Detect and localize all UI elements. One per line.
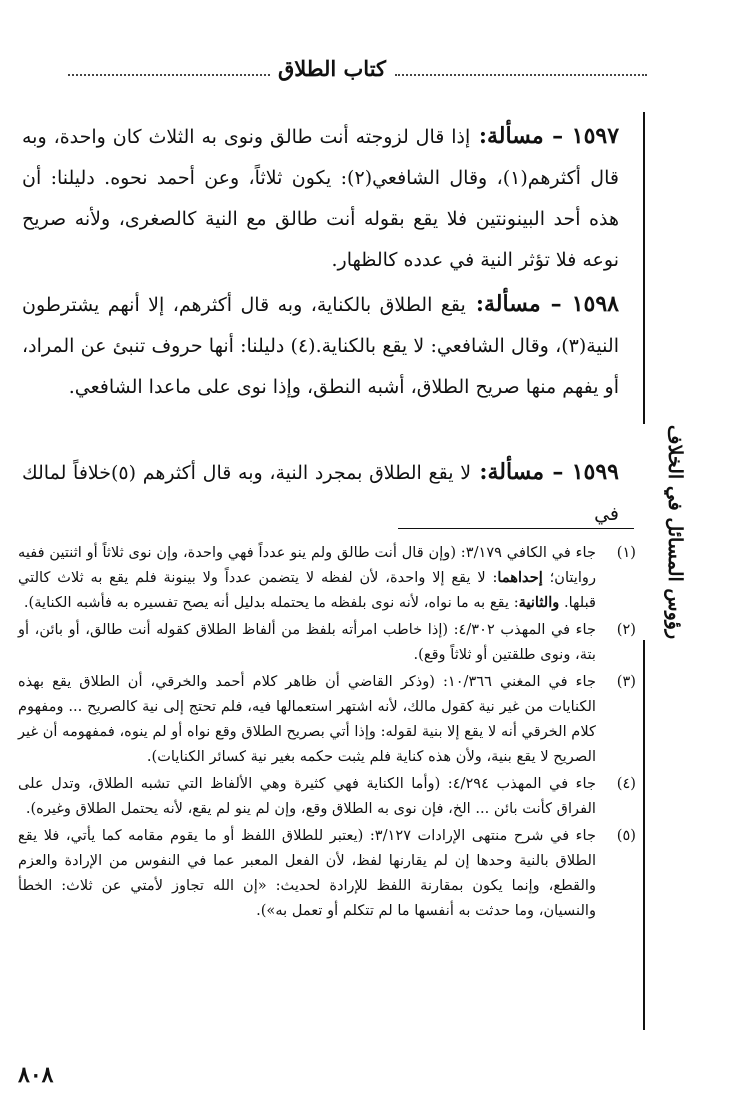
side-rule-bottom bbox=[643, 640, 645, 1030]
masala-paragraph: ١٥٩٩ – مسألة: لا يقع الطلاق بمجرد النية، وبه قال أكثرهم (٥)خلافاً لمالك في bbox=[22, 459, 619, 525]
footnote-bold: إحداهما bbox=[497, 569, 543, 586]
running-title-text: رؤوس المسائل في الخلاف bbox=[664, 424, 686, 640]
masala-label: مسألة bbox=[487, 459, 545, 485]
footnote-4 bbox=[18, 771, 636, 821]
footnotes bbox=[18, 540, 636, 925]
masala-number: ١٥٩٩ bbox=[571, 459, 619, 485]
masala-label: مسألة bbox=[487, 123, 544, 149]
page-number: ٨٠٨ bbox=[18, 1062, 54, 1088]
page-header-title: كتاب الطلاق bbox=[277, 56, 387, 81]
masala-1598 bbox=[22, 284, 619, 408]
masala-number: ١٥٩٨ bbox=[571, 291, 619, 317]
masala-text: إذا قال لزوجته أنت طالق ونوى به الثلاث كان واحدة، وبه قال أكثرهم(١)، وقال الشافعي(٢): يكون ثلاثاً، وعن أحمد نحوه. دليلنا: أن هذه أحد البينونتين فلا يقع بقوله أنت طالق مع النية كالصغرى، ولأنه صريح نوعه فلا تؤثر النية في عدده كالظهار. bbox=[22, 126, 619, 271]
footnote-text: جاء في المهذب ٤/٢٩٤: (وأما الكناية فهي كثيرة وهي الألفاظ التي تشبه الطلاق، وتدل على الفراق كأنت بائن ... الخ، فإن نوى به الطلاق وقع، وإن لم ينو لم يقع، لأنه يحتمل الطلاق وغيره). bbox=[18, 775, 596, 817]
masala-label: مسألة bbox=[484, 291, 541, 317]
footnote-separator bbox=[398, 528, 634, 529]
masala-1597 bbox=[22, 116, 619, 281]
footnote-1 bbox=[18, 540, 636, 615]
footnote-text: جاء في الكافي ٣/١٧٩: (وإن قال أنت طالق ولم ينو عدداً فهي واحدة، وإن نوى ثلاثاً أو اثنتين ففيه روايتان؛ bbox=[18, 544, 597, 586]
footnote-number: (٤) bbox=[616, 775, 636, 792]
footnote-text: : يقع به ما نواه، لأنه نوى بلفظه ما يحتمله بدليل أنه يصح تفسيره به فأشبه الكناية). bbox=[23, 594, 519, 611]
header-rule-left bbox=[68, 74, 270, 76]
footnote-text: جاء في شرح منتهى الإرادات ٣/١٢٧: (يعتبر للطلاق اللفظ أو ما يقوم مقامه كما يأتي، فلا يقع الطلاق بالنية وحدها إن لم يقارنها لفظ، لأن الفعل المعبر عما في النفوس من الإرادة والعزم والقطع، وإنما يكون بمقارنة اللفظ للإرادة لحديث: «إن الله تجاوز لأمتي عن ثلاث: الخطأ والنسيان، وما حدثت به أنفسها ما لم تتكلم أو تعمل به»). bbox=[18, 827, 597, 919]
masala-paragraph: ١٥٩٨ – مسألة: يقع الطلاق بالكناية، وبه قال أكثرهم، إلا أنهم يشترطون النية(٣)، وقال الشافعي: لا يقع بالكناية.(٤) دليلنا: أنها حروف تنبئ عن المراد، أو يفهم منها صريح الطلاق، أشبه النطق، وإذا نوى على ماعدا الشافعي. bbox=[22, 291, 619, 398]
footnote-2 bbox=[18, 617, 636, 667]
footnote-bold: والثانية bbox=[518, 594, 560, 611]
side-rule-top bbox=[643, 112, 645, 424]
footnote-text: : لا يقع إلا واحدة، لأن لفظه لا يتضمن عدداً ولا بينونة فلم يقع به ثلاث كالتي قبلها. bbox=[18, 569, 596, 611]
masala-paragraph: ١٥٩٧ – مسألة: إذا قال لزوجته أنت طالق ونوى به الثلاث كان واحدة، وبه قال أكثرهم(١)، وقال الشافعي(٢): يكون ثلاثاً، وعن أحمد نحوه. دليلنا: أن هذه أحد البينونتين فلا يقع بقوله أنت طالق مع النية كالصغرى، ولأنه صريح نوعه فلا تؤثر النية في عدده كالظهار. bbox=[22, 123, 620, 271]
footnote-text: جاء في المغني ١٠/٣٦٦: (وذكر القاضي أن ظاهر كلام أحمد والخرقي، أن الطلاق يقع بهذه الكنايات من غير نية كقول مالك، لأنه اشتهر استعمالها فيه، فلم تحتج إلى نية كالصريح ... ومفهوم كلام الخرقي أنه لا يقع إلا بنية لقوله: وإذا أتي بصريح الطلاق وقع نواه أو لم ينوه، فمفهومه أن غير الصريح لا يقع بنية، ولأن هذه كناية فلم يثبت حكمه بغير نية كسائر الكنايات). bbox=[17, 673, 596, 765]
masala-1599 bbox=[22, 452, 619, 535]
masala-text: لا يقع الطلاق بمجرد النية، وبه قال أكثرهم (٥)خلافاً لمالك في bbox=[22, 462, 619, 525]
header-rule-right bbox=[395, 74, 647, 76]
footnote-3 bbox=[18, 669, 636, 769]
footnote-number: (٣) bbox=[616, 673, 636, 690]
masala-number: ١٥٩٧ bbox=[571, 123, 620, 149]
masala-text: يقع الطلاق بالكناية، وبه قال أكثرهم، إلا أنهم يشترطون النية(٣)، وقال الشافعي: لا يقع بالكناية.(٤) دليلنا: أنها حروف تنبئ عن المراد، أو يفهم منها صريح الطلاق، أشبه النطق، وإذا نوى على ماعدا الشافعي. bbox=[22, 294, 619, 398]
footnote-number: (٢) bbox=[616, 621, 636, 638]
footnote-number: (٥) bbox=[616, 827, 636, 844]
footnote-5 bbox=[18, 823, 636, 923]
footnote-number: (١) bbox=[616, 544, 636, 561]
footnote-text: جاء في المهذب ٤/٣٠٢: (إذا خاطب امرأته بلفظ من ألفاظ الطلاق كقوله أنت طالق، أو بائن، أو بتة، ونوى طلقتين أو ثلاثاً وقع). bbox=[18, 621, 596, 663]
